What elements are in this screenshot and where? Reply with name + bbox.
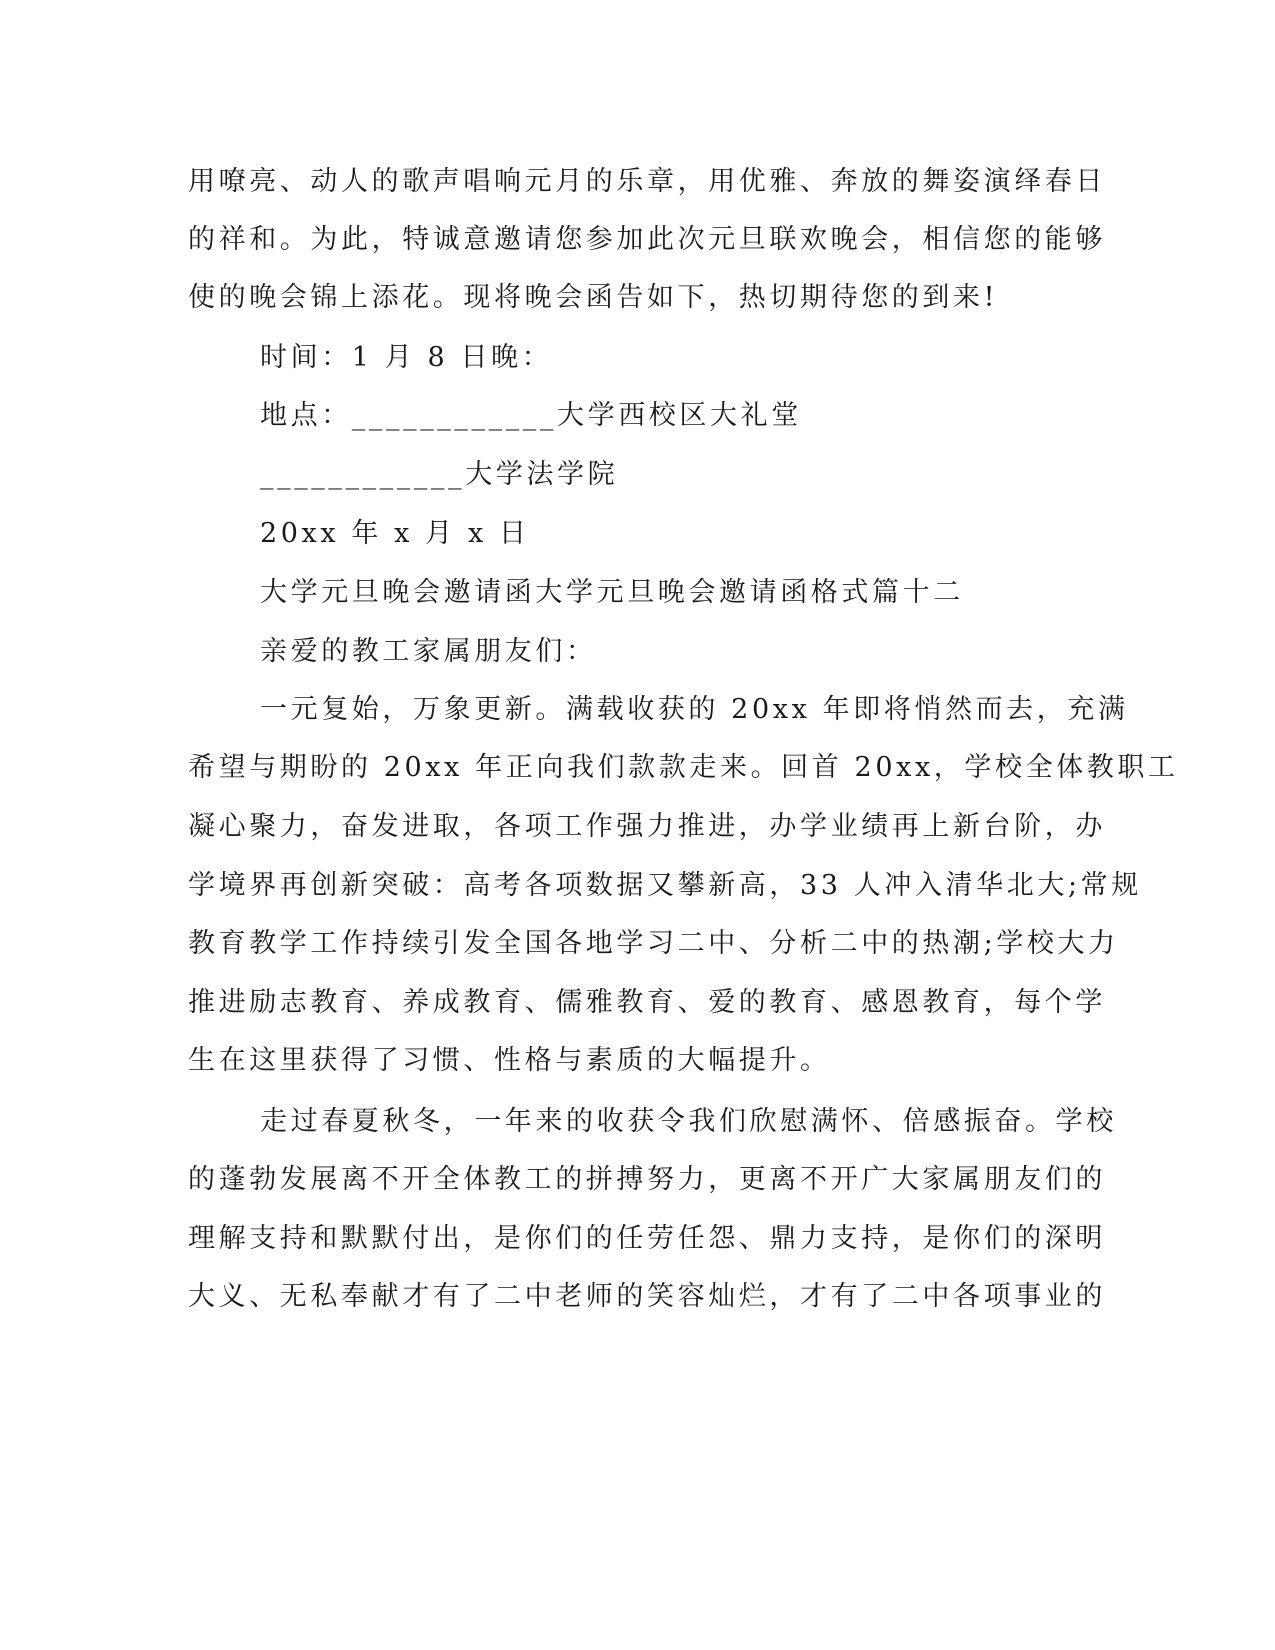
section-heading: 大学元旦晚会邀请函大学元旦晚会邀请函格式篇十二 (260, 577, 964, 608)
body-text-line: 一元复始，万象更新。满载收获的 20xx 年即将悄然而去，充满 (260, 694, 1129, 725)
body-text-line: 的祥和。为此，特诚意邀请您参加此次元旦联欢晚会，相信您的能够 (188, 224, 1106, 255)
body-text-line: 用嘹亮、动人的歌声唱响元月的乐章，用优雅、奔放的舞姿演绎春日 (188, 166, 1106, 197)
body-text-line: 教育教学工作持续引发全国各地学习二中、分析二中的热潮;学校大力 (188, 928, 1119, 959)
body-text-line: 推进励志教育、养成教育、儒雅教育、爱的教育、感恩教育，每个学 (188, 987, 1106, 1018)
body-text-line: 凝心聚力，奋发进取，各项工作强力推进，办学业绩再上新台阶，办 (188, 811, 1106, 842)
event-location-line: 地点：____________大学西校区大礼堂 (260, 400, 802, 431)
body-text-line: 使的晚会锦上添花。现将晚会函告如下，热切期待您的到来! (188, 282, 999, 313)
date-line: 20xx 年 x 月 x 日 (260, 518, 530, 549)
body-text-line: 走过春夏秋冬，一年来的收获令我们欣慰满怀、倍感振奋。学校 (260, 1106, 1117, 1137)
body-text-line: 希望与期盼的 20xx 年正向我们款款走来。回首 20xx，学校全体教职工 (188, 752, 1179, 783)
event-time-line: 时间：1 月 8 日晚： (260, 342, 553, 373)
body-text-line: 理解支持和默默付出，是你们的任劳任怨、鼎力支持，是你们的深明 (188, 1223, 1106, 1254)
body-text-line: 的蓬勃发展离不开全体教工的拼搏努力，更离不开广大家属朋友们的 (188, 1164, 1106, 1195)
body-text-line: 大义、无私奉献才有了二中老师的笑容灿烂，才有了二中各项事业的 (188, 1281, 1106, 1312)
salutation: 亲爱的教工家属朋友们： (260, 636, 597, 667)
body-text-line: 生在这里获得了习惯、性格与素质的大幅提升。 (188, 1045, 831, 1076)
organizer-line: ____________大学法学院 (260, 459, 619, 490)
body-text-line: 学境界再创新突破：高考各项数据又攀新高，33 人冲入清华北大;常规 (188, 870, 1142, 901)
